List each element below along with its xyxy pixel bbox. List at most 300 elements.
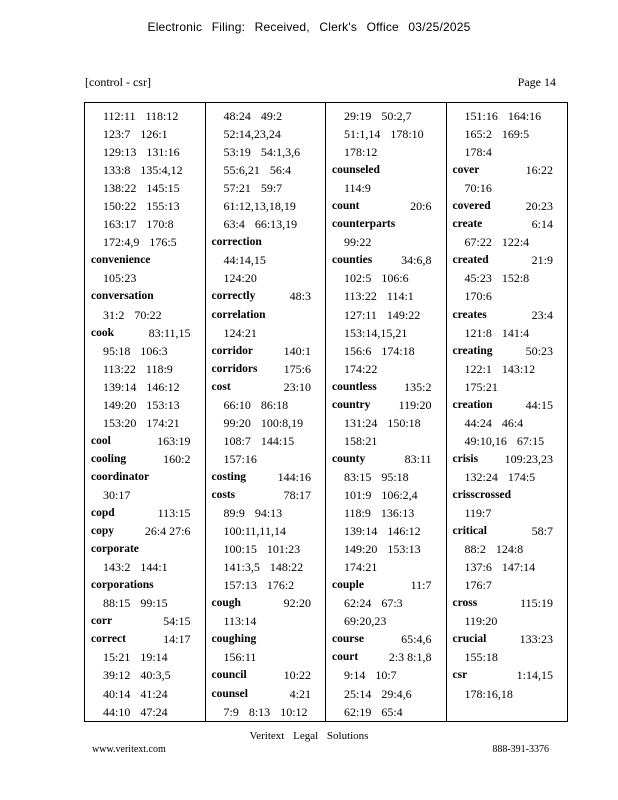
index-term-word: creates bbox=[452, 308, 487, 321]
index-term-word: copy bbox=[91, 525, 114, 538]
index-term-first-ref: 144:16 bbox=[277, 469, 311, 484]
index-refs bbox=[212, 179, 326, 197]
index-refs bbox=[332, 324, 446, 342]
index-refs bbox=[212, 612, 326, 630]
index-ref: 69:20,23 bbox=[344, 614, 387, 629]
index-refs bbox=[332, 179, 446, 197]
index-term-word: corridors bbox=[211, 362, 258, 375]
index-refs bbox=[91, 342, 205, 360]
index-ref: 149:20 bbox=[344, 542, 378, 557]
index-refs bbox=[91, 666, 205, 684]
index-ref: 121:8 bbox=[464, 325, 492, 340]
index-refs bbox=[212, 703, 326, 721]
index-term bbox=[212, 630, 326, 648]
index-ref: 10:7 bbox=[375, 668, 397, 683]
index-ref: 149:22 bbox=[386, 307, 421, 322]
index-term-word: cool bbox=[91, 434, 111, 447]
index-term-first-ref: 44:15 bbox=[525, 397, 553, 412]
index-ref: 39:12 bbox=[103, 668, 131, 683]
index-ref: 56:4 bbox=[269, 163, 292, 178]
index-refs bbox=[332, 703, 446, 721]
index-term bbox=[332, 450, 446, 468]
index-refs bbox=[453, 612, 568, 630]
index-refs bbox=[332, 685, 446, 703]
index-ref: 132:24 bbox=[464, 469, 498, 484]
index-refs bbox=[91, 306, 205, 324]
index-term bbox=[453, 161, 568, 179]
index-term-word: csr bbox=[452, 669, 468, 682]
index-refs bbox=[332, 486, 446, 504]
index-ref: 25:14 bbox=[344, 686, 372, 701]
index-ref: 151:16 bbox=[464, 109, 498, 123]
index-term-word: convenience bbox=[91, 254, 151, 267]
index-refs bbox=[91, 685, 205, 703]
index-ref: 52:14,23,24 bbox=[223, 127, 281, 142]
index-ref: 144:1 bbox=[140, 560, 168, 575]
index-ref: 137:6 bbox=[464, 560, 492, 575]
index-ref: 95:18 bbox=[381, 469, 409, 484]
index-ref: 118:9 bbox=[344, 506, 371, 521]
index-refs bbox=[91, 396, 205, 414]
index-ref: 19:14 bbox=[140, 650, 168, 665]
index-ref: 146:12 bbox=[146, 379, 180, 394]
index-refs bbox=[453, 576, 568, 594]
index-ref: 155:18 bbox=[464, 650, 498, 665]
index-term bbox=[91, 468, 205, 486]
index-ref: 153:13 bbox=[146, 397, 180, 412]
index-ref: 99:20 bbox=[223, 415, 251, 430]
index-ref: 153:14,15,21 bbox=[344, 325, 408, 340]
index-ref: 164:16 bbox=[507, 109, 542, 123]
index-ref: 157:16 bbox=[223, 451, 257, 466]
index-ref: 176:5 bbox=[149, 235, 177, 250]
index-term-word: created bbox=[452, 254, 489, 267]
index-ref: 169:5 bbox=[501, 127, 530, 142]
index-ref: 106:6 bbox=[381, 271, 409, 286]
index-ref: 119:20 bbox=[464, 614, 498, 629]
index-term-first-ref: 6:14 bbox=[531, 217, 553, 232]
index-ref: 70:16 bbox=[464, 181, 492, 196]
index-ref: 67:15 bbox=[516, 433, 545, 448]
index-refs bbox=[453, 558, 568, 576]
index-refs bbox=[91, 233, 205, 251]
index-term bbox=[91, 450, 205, 468]
index-ref: 101:9 bbox=[344, 487, 372, 502]
index-term bbox=[453, 450, 568, 468]
index-column-4 bbox=[447, 103, 568, 721]
index-refs bbox=[212, 540, 326, 558]
footer-company: Veritext Legal Solutions bbox=[249, 730, 369, 742]
index-ref: 48:24 bbox=[223, 109, 251, 123]
index-refs bbox=[91, 143, 205, 161]
index-ref: 88:15 bbox=[103, 596, 131, 611]
index-ref: 66:13,19 bbox=[254, 217, 298, 232]
index-column-1 bbox=[85, 103, 206, 721]
index-refs bbox=[332, 287, 446, 305]
index-ref: 62:19 bbox=[344, 704, 372, 719]
index-ref: 112:11 bbox=[103, 109, 136, 123]
index-term bbox=[91, 612, 205, 630]
index-term-first-ref: 11:7 bbox=[410, 578, 432, 593]
index-term-first-ref: 10:22 bbox=[283, 668, 311, 683]
index-ref: 174:5 bbox=[507, 469, 536, 484]
index-term-first-ref: 54:15 bbox=[163, 614, 191, 629]
index-ref: 175:21 bbox=[464, 379, 498, 394]
index-ref: 114:9 bbox=[344, 181, 371, 196]
index-refs bbox=[332, 612, 446, 630]
index-term-first-ref: 48:3 bbox=[289, 289, 311, 304]
index-ref: 122:4 bbox=[501, 235, 530, 250]
index-term bbox=[212, 666, 326, 684]
index-ref: 114:1 bbox=[386, 289, 414, 304]
index-ref: 44:24 bbox=[464, 415, 492, 430]
index-ref: 152:8 bbox=[501, 271, 530, 286]
index-term-word: cooling bbox=[91, 452, 127, 465]
index-refs bbox=[332, 306, 446, 324]
index-ref: 131:24 bbox=[344, 415, 378, 430]
index-term-first-ref: 115:19 bbox=[520, 596, 553, 611]
index-ref: 149:20 bbox=[103, 397, 137, 412]
index-ref: 65:4 bbox=[381, 704, 403, 719]
index-refs bbox=[91, 486, 205, 504]
index-term-word: create bbox=[452, 218, 483, 231]
footer-website: www.veritext.com bbox=[92, 744, 166, 755]
index-ref: 88:2 bbox=[464, 542, 486, 557]
index-ref: 146:12 bbox=[387, 524, 421, 539]
index-term-word: costing bbox=[211, 470, 246, 483]
index-refs bbox=[91, 125, 205, 143]
index-refs bbox=[453, 648, 568, 666]
index-ref: 144:15 bbox=[260, 433, 295, 448]
index-term bbox=[332, 251, 446, 269]
index-refs bbox=[91, 179, 205, 197]
index-term-first-ref: 23:10 bbox=[283, 379, 311, 394]
index-refs bbox=[212, 251, 326, 269]
index-ref: 133:8 bbox=[103, 163, 131, 178]
index-ref: 127:11 bbox=[344, 307, 377, 322]
index-refs bbox=[332, 233, 446, 251]
index-term-word: conversation bbox=[91, 290, 154, 303]
index-term-word: corporations bbox=[91, 579, 154, 592]
index-ref: 99:22 bbox=[344, 235, 372, 250]
index-refs bbox=[453, 540, 568, 558]
index-ref: 178:16,18 bbox=[464, 686, 513, 701]
index-term bbox=[91, 287, 205, 305]
index-term-first-ref: 175:6 bbox=[283, 361, 311, 376]
index-ref: 174:22 bbox=[344, 361, 378, 376]
index-term-word: crisis bbox=[452, 452, 479, 465]
index-term bbox=[212, 287, 326, 305]
header-left-label: [control - csr] bbox=[85, 75, 151, 89]
index-ref: 62:24 bbox=[344, 596, 372, 611]
index-ref: 108:7 bbox=[223, 433, 251, 448]
index-refs bbox=[212, 197, 326, 215]
index-term bbox=[212, 594, 326, 612]
index-ref: 86:18 bbox=[260, 397, 289, 412]
index-ref: 148:22 bbox=[269, 560, 304, 575]
index-ref: 138:22 bbox=[103, 181, 137, 196]
index-ref: 49:10,16 bbox=[464, 433, 507, 448]
index-term-first-ref: 21:9 bbox=[531, 253, 553, 268]
index-ref: 174:18 bbox=[381, 343, 415, 358]
index-ref: 141:3,5 bbox=[223, 560, 260, 575]
index-ref: 40:3,5 bbox=[140, 668, 171, 683]
index-refs bbox=[212, 648, 326, 666]
index-term-first-ref: 113:15 bbox=[157, 506, 191, 521]
index-column-3 bbox=[326, 103, 447, 721]
index-refs bbox=[91, 360, 205, 378]
index-ref: 145:15 bbox=[146, 181, 180, 196]
index-ref: 143:12 bbox=[501, 361, 536, 376]
index-ref: 141:4 bbox=[501, 325, 530, 340]
index-refs bbox=[91, 197, 205, 215]
index-ref: 105:23 bbox=[103, 271, 137, 286]
index-ref: 30:17 bbox=[103, 487, 131, 502]
index-term-word: count bbox=[332, 200, 360, 213]
index-term bbox=[453, 197, 568, 215]
index-term-first-ref: 135:2 bbox=[404, 379, 432, 394]
index-refs bbox=[453, 107, 568, 125]
index-refs bbox=[212, 324, 326, 342]
index-term bbox=[212, 342, 326, 360]
index-term bbox=[332, 215, 446, 233]
index-term-word: course bbox=[332, 633, 364, 646]
index-term bbox=[453, 396, 568, 414]
index-refs bbox=[332, 666, 446, 684]
index-ref: 29:19 bbox=[344, 109, 372, 123]
index-term-word: cough bbox=[211, 597, 241, 610]
index-ref: 106:2,4 bbox=[381, 487, 418, 502]
index-term bbox=[212, 468, 326, 486]
index-ref: 135:4,12 bbox=[140, 163, 183, 178]
index-refs bbox=[453, 269, 568, 287]
index-term-word: cook bbox=[91, 326, 114, 339]
index-refs bbox=[453, 233, 568, 251]
index-ref: 83:15 bbox=[344, 469, 372, 484]
index-ref: 10:12 bbox=[280, 704, 308, 719]
index-ref: 118:12 bbox=[145, 109, 179, 123]
index-ref: 163:17 bbox=[103, 217, 137, 232]
index-ref: 102:5 bbox=[344, 271, 372, 286]
index-refs bbox=[212, 107, 326, 125]
index-ref: 122:1 bbox=[464, 361, 492, 376]
index-ref: 9:14 bbox=[344, 668, 366, 683]
index-term bbox=[91, 504, 205, 522]
index-term bbox=[212, 233, 326, 251]
index-ref: 44:10 bbox=[103, 704, 131, 719]
index-ref: 61:12,13,18,19 bbox=[223, 199, 296, 214]
index-refs bbox=[91, 161, 205, 179]
index-ref: 124:8 bbox=[495, 542, 524, 557]
index-term-word: coordinator bbox=[91, 470, 150, 483]
index-term-word: county bbox=[332, 452, 366, 465]
index-refs bbox=[332, 522, 446, 540]
index-ref: 50:2,7 bbox=[381, 109, 412, 123]
index-refs bbox=[91, 414, 205, 432]
index-ref: 53:19 bbox=[223, 145, 251, 160]
index-term bbox=[91, 540, 205, 558]
index-term bbox=[91, 576, 205, 594]
index-ref: 55:6,21 bbox=[223, 163, 260, 178]
index-term bbox=[91, 251, 205, 269]
index-ref: 153:13 bbox=[387, 542, 421, 557]
index-term-first-ref: 133:23 bbox=[519, 632, 553, 647]
index-ref: 59:7 bbox=[260, 181, 283, 196]
index-term bbox=[332, 648, 446, 666]
index-term-word: creation bbox=[452, 398, 493, 411]
index-term-word: correctly bbox=[211, 290, 256, 303]
index-term bbox=[453, 666, 568, 684]
index-ref: 150:22 bbox=[103, 199, 137, 214]
index-refs bbox=[212, 396, 326, 414]
index-term bbox=[332, 396, 446, 414]
index-refs bbox=[332, 143, 446, 161]
index-ref: 178:4 bbox=[464, 145, 492, 160]
index-refs bbox=[332, 540, 446, 558]
index-refs bbox=[332, 269, 446, 287]
index-ref: 165:2 bbox=[464, 127, 492, 142]
index-refs bbox=[332, 558, 446, 576]
index-term-first-ref: 83:11,15 bbox=[148, 325, 191, 340]
index-term bbox=[212, 685, 326, 703]
index-term-first-ref: 14:17 bbox=[163, 632, 191, 647]
index-ref: 178:12 bbox=[344, 145, 378, 160]
index-refs bbox=[453, 324, 568, 342]
index-term-word: corporate bbox=[91, 543, 139, 556]
index-refs bbox=[212, 432, 326, 450]
index-ref: 139:14 bbox=[344, 524, 378, 539]
index-ref: 100:8,19 bbox=[260, 415, 304, 430]
index-ref: 176:2 bbox=[266, 578, 295, 593]
index-term bbox=[453, 306, 568, 324]
index-ref: 29:4,6 bbox=[381, 686, 412, 701]
index-column-2 bbox=[206, 103, 327, 721]
index-ref: 139:14 bbox=[103, 379, 137, 394]
index-refs bbox=[212, 125, 326, 143]
index-refs bbox=[332, 504, 446, 522]
index-term-first-ref: 119:20 bbox=[398, 397, 432, 412]
index-ref: 131:16 bbox=[146, 145, 180, 160]
index-term bbox=[212, 486, 326, 504]
index-refs bbox=[91, 107, 205, 125]
index-term bbox=[453, 594, 568, 612]
index-ref: 106:3 bbox=[140, 343, 168, 358]
index-ref: 170:6 bbox=[464, 289, 492, 304]
index-refs bbox=[453, 504, 568, 522]
index-ref: 150:18 bbox=[387, 415, 421, 430]
index-refs bbox=[453, 432, 568, 450]
index-refs bbox=[453, 287, 568, 305]
index-refs bbox=[453, 685, 568, 703]
index-term-word: correction bbox=[211, 236, 262, 249]
index-refs bbox=[91, 215, 205, 233]
index-term-word: costs bbox=[211, 488, 236, 501]
index-refs bbox=[332, 125, 446, 143]
index-term-first-ref: 34:6,8 bbox=[401, 253, 432, 268]
index-ref: 123:7 bbox=[103, 127, 131, 142]
index-refs bbox=[453, 179, 568, 197]
index-refs bbox=[212, 161, 326, 179]
index-term-first-ref: 20:6 bbox=[410, 199, 432, 214]
index-refs bbox=[453, 360, 568, 378]
index-ref: 157:13 bbox=[223, 578, 257, 593]
index-ref: 44:14,15 bbox=[223, 253, 266, 268]
index-term-word: corridor bbox=[211, 344, 254, 357]
index-term-word: critical bbox=[452, 525, 487, 538]
index-refs bbox=[332, 414, 446, 432]
index-ref: 100:11,11,14 bbox=[223, 524, 286, 539]
index-refs bbox=[453, 125, 568, 143]
index-ref: 113:22 bbox=[103, 361, 136, 376]
index-term-word: countless bbox=[332, 380, 377, 393]
index-term-first-ref: 160:2 bbox=[163, 451, 191, 466]
index-term-word: counseled bbox=[332, 164, 380, 177]
index-ref: 7:9 bbox=[223, 704, 239, 719]
index-ref: 8:13 bbox=[248, 704, 271, 719]
index-ref: 89:9 bbox=[223, 506, 245, 521]
index-ref: 67:22 bbox=[464, 235, 492, 250]
index-term-word: coughing bbox=[211, 633, 257, 646]
index-term-word: counsel bbox=[211, 687, 248, 700]
index-ref: 70:22 bbox=[134, 307, 162, 322]
index-ref: 124:21 bbox=[223, 325, 257, 340]
index-term bbox=[332, 576, 446, 594]
page-number: Page 14 bbox=[517, 75, 556, 89]
index-ref: 172:4,9 bbox=[103, 235, 140, 250]
index-ref: 158:21 bbox=[344, 433, 378, 448]
index-refs bbox=[91, 378, 205, 396]
index-ref: 124:20 bbox=[223, 271, 257, 286]
index-ref: 94:13 bbox=[254, 506, 283, 521]
index-term-word: crucial bbox=[452, 633, 487, 646]
index-ref: 46:4 bbox=[501, 415, 524, 430]
index-term-word: country bbox=[332, 398, 371, 411]
index-refs bbox=[212, 450, 326, 468]
index-refs bbox=[212, 414, 326, 432]
index-refs bbox=[332, 342, 446, 360]
index-ref: 67:3 bbox=[381, 596, 403, 611]
index-term-first-ref: 83:11 bbox=[404, 451, 432, 466]
index-ref: 170:8 bbox=[146, 217, 174, 232]
index-refs bbox=[212, 269, 326, 287]
index-term bbox=[453, 342, 568, 360]
index-refs bbox=[453, 378, 568, 396]
index-refs bbox=[91, 558, 205, 576]
index-refs bbox=[212, 576, 326, 594]
index-term bbox=[332, 197, 446, 215]
index-ref: 57:21 bbox=[223, 181, 251, 196]
index-term-first-ref: 58:7 bbox=[531, 524, 553, 539]
index-term bbox=[212, 378, 326, 396]
index-refs bbox=[91, 648, 205, 666]
index-term-word: court bbox=[332, 651, 359, 664]
index-term-first-ref: 50:23 bbox=[525, 343, 553, 358]
index-term-word: cover bbox=[452, 164, 480, 177]
index-ref: 113:14 bbox=[223, 614, 257, 629]
index-term-word: crisscrossed bbox=[452, 488, 512, 501]
index-refs bbox=[212, 215, 326, 233]
index-ref: 119:7 bbox=[464, 506, 492, 521]
index-refs bbox=[453, 414, 568, 432]
index-term bbox=[332, 378, 446, 396]
index-term-word: couple bbox=[332, 579, 364, 592]
index-ref: 49:2 bbox=[260, 109, 283, 123]
index-refs bbox=[332, 432, 446, 450]
index-term bbox=[332, 161, 446, 179]
index-ref: 153:20 bbox=[103, 415, 137, 430]
index-term bbox=[453, 630, 568, 648]
index-term-first-ref: 140:1 bbox=[283, 343, 311, 358]
